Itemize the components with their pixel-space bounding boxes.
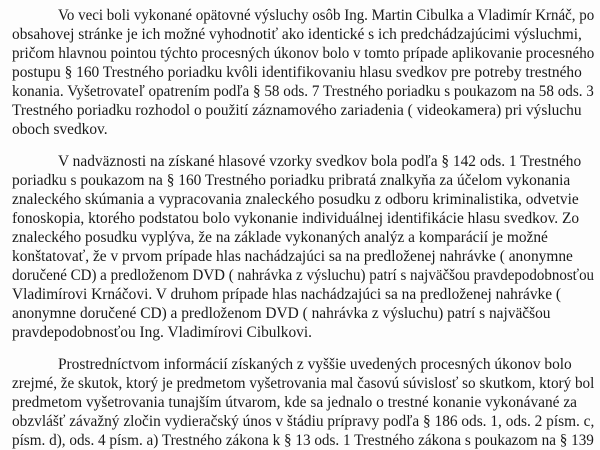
paragraph-2-line-10: pravdepodobnosťou Ing. Vladimírovi Cibulkovi. xyxy=(12,324,312,341)
paragraph-1-line-3: pričom hlavnou pointou týchto procesných úkonov bolo v tomto prípade aplikovanie procesného xyxy=(12,45,595,62)
paragraph-2-line-3: znaleckého skúmania a vypracovania znaleckého posudku z odboru kriminalistika, odvetvie xyxy=(12,191,579,208)
paragraph-1-line-2: obsahovej stránke je ich možné vyhodnotiť ako identické s ich predchádzajúcimi výsluchmi, xyxy=(12,26,582,43)
paragraph-2-line-8: Vladimírovi Krnáčovi. V druhom prípade hlas nachádzajúci sa na predloženej nahrávke ( xyxy=(12,286,562,303)
paragraph-3-line-2: zrejmé, že skutok, ktorý je predmetom vyšetrovania mal časovú súvislosť so skutkom, ktorý bol xyxy=(12,375,595,392)
paragraph-1-line-7: oboch svedkov. xyxy=(12,121,108,138)
paragraph-2-line-5: znaleckého posudku vyplýva, že na základe vykonaných analýz a komparácií je možné xyxy=(12,229,548,246)
paragraph-1-line-5: konania. Vyšetrovateľ opatrením podľa § 58 ods. 7 Trestného poriadku s poukazom na 58 ods. 3 xyxy=(12,83,594,100)
paragraph-2-line-2: poriadku s poukazom na § 160 Trestného poriadku pribratá znalkyňa za účelom vykonania xyxy=(12,172,571,189)
paragraph-2-line-6: konštatovať, že v prvom prípade hlas nachádzajúci sa na predloženej nahrávke ( anonymne xyxy=(12,248,573,265)
paragraph-1-line-4: postupu § 160 Trestného poriadku kvôli identifikovaniu hlasu svedkov pre potreby trestného xyxy=(12,64,582,81)
paragraph-2-line-4: fonoskopia, ktorého podstatou bolo vykonanie individuálnej identifikácie hlasu svedkov. Zo xyxy=(12,210,580,227)
paragraph-3-line-4: obzvlášť závažný zločin vydieračský únos v štádiu prípravy podľa § 186 ods. 1, ods. 2 písm. c, xyxy=(12,413,595,430)
paragraph-2-line-9: anonymne doručené CD) a predloženom DVD ( nahrávka z výsluchu) patrí s najväčšou xyxy=(12,305,551,322)
paragraph-3-line-5: písm. d), ods. 4 písm. a) Trestného zákona k § 13 ods. 1 Trestného zákona s poukazom na § 139 xyxy=(12,432,594,449)
paragraph-2-line-1: V nadväznosti na získané hlasové vzorky svedkov bola podľa § 142 ods. 1 Trestného xyxy=(58,153,582,170)
paragraph-3-line-3: predmetom vyšetrovania tunajším útvarom, kde sa jednalo o trestné konanie vykonávané za xyxy=(12,394,578,411)
paragraph-3-line-1: Prostredníctvom informácií získaných z vyššie uvedených procesných úkonov bolo xyxy=(58,356,572,373)
paragraph-2-line-7: doručené CD) a predloženom DVD ( nahrávka z výsluchu) patrí s najväčšou pravdepodobnosťou xyxy=(12,267,595,284)
paragraph-1-line-1: Vo veci boli vykonané opätovné výsluchy osôb Ing. Martin Cibulka a Vladimír Krnáč, po xyxy=(58,7,595,24)
paragraph-1-line-6: Trestného poriadku rozhodol o použití záznamového zariadenia ( videokamera) pri výsluchu xyxy=(12,102,582,119)
